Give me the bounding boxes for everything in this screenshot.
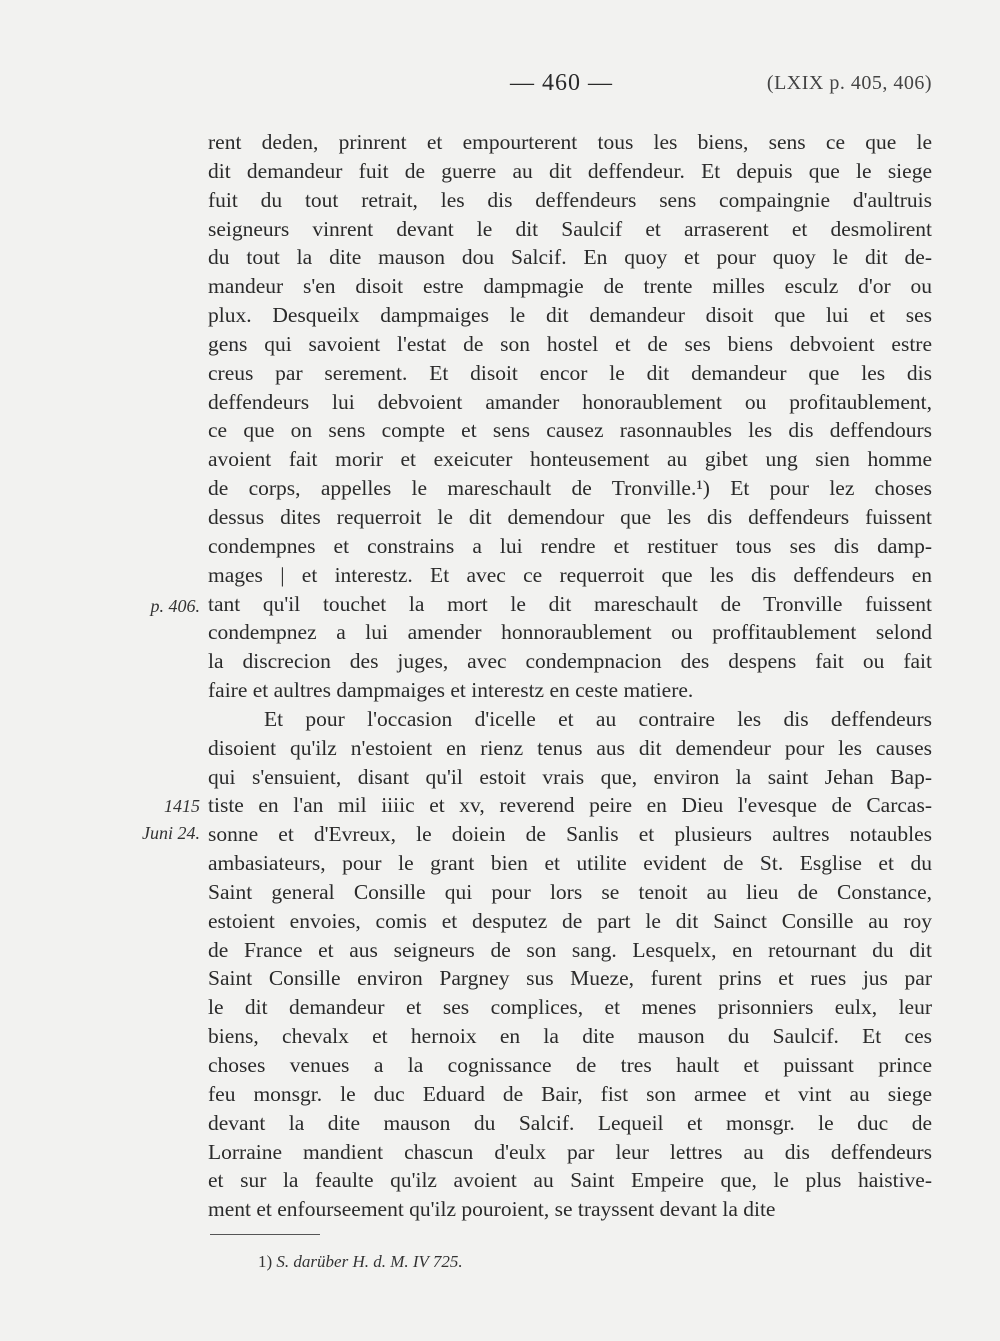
text-line: creus par serement. Et disoit encor le dit demandeur que les dis — [208, 360, 932, 385]
margin-note-page-ref: p. 406. — [150, 596, 200, 616]
text-line: ce que on sens compte et sens causez rasonnaubles les dis deffendours — [208, 418, 932, 443]
text-line: avoient fait morir et exeicuter honteusement au gibet ung sien homme — [208, 447, 932, 472]
text-line: mandeur s'en disoit estre dampmagie de trente milles esculz d'or ou — [208, 274, 932, 299]
text-line: seigneurs vinrent devant le dit Saulcif et arraserent et desmolirent — [208, 216, 932, 241]
text-line: feu monsgr. le duc Eduard de Bair, fist son armee et vint au siege — [208, 1081, 932, 1106]
text-line: fuit du tout retrait, les dis deffendeurs sens compaingnie d'aultruis — [208, 187, 932, 212]
text-line: choses venues a la cognissance de tres hault et puissant prince — [208, 1053, 932, 1077]
text-line: dessus dites requerroit le dit demendour que les dis deffendeurs fuissent — [208, 504, 932, 529]
paragraph-2 — [208, 705, 932, 1224]
page-header — [0, 70, 1000, 100]
margin-note-year: 1415 — [164, 796, 200, 816]
text-line: tiste en l'an mil iiiic et xv, reverend peire en Dieu l'evesque de Carcas- — [208, 793, 932, 818]
footnote-text: S. darüber H. d. M. IV 725. — [276, 1252, 463, 1271]
text-line: disoient qu'ilz n'estoient en rienz tenus aus dit demendeur pour les causes — [208, 735, 932, 760]
text-line: gens qui savoient l'estat de son hostel et de ses biens debvoient estre — [208, 331, 932, 356]
text-line: Et pour l'occasion d'icelle et au contraire les dis deffendeurs — [264, 706, 932, 731]
text-line: ment et enfourseement qu'ilz pouroient, se trayssent devant la dite — [208, 1197, 776, 1222]
paragraph-1 — [208, 128, 932, 705]
margin-note-date: Juni 24. — [142, 823, 200, 843]
text-line: condempnez a lui amender honnoraublement ou proffitaublement selond — [208, 620, 932, 645]
text-line: de corps, appelles le mareschault de Tronville.¹) Et pour lez choses — [208, 476, 932, 501]
text-line: plux. Desqueilx dampmaiges le dit demandeur disoit que lui et ses — [208, 303, 932, 328]
text-line: devant la dite mauson du Salcif. Lequeil et monsgr. le duc de — [208, 1110, 932, 1135]
text-line: du tout la dite mauson dou Salcif. En quoy et pour quoy le dit de- — [208, 245, 932, 270]
text-line: ambasiateurs, pour le grant bien et utilite evident de St. Esglise et du — [208, 851, 932, 876]
text-line: faire et aultres dampmaiges et interestz en ceste matiere. — [208, 678, 694, 703]
text-line: qui s'ensuient, disant qu'il estoit vrais que, environ la saint Jehan Bap- — [208, 764, 932, 789]
text-line: biens, chevalx et hernoix en la dite mauson du Saulcif. Et ces — [208, 1024, 932, 1049]
text-line: condempnes et constrains a lui rendre et restituer tous ses dis damp- — [208, 533, 932, 558]
text-line: deffendeurs lui debvoient amander honoraublement ou profitaublement, — [208, 389, 932, 414]
page-reference: (LXIX p. 405, 406) — [766, 72, 932, 94]
body-text — [208, 128, 932, 1224]
footnote — [258, 1252, 463, 1272]
text-line: la discrecion des juges, avec condempnacion des despens fait ou fait — [208, 649, 932, 674]
text-line: Lorraine mandient chascun d'eulx par leur lettres au dis deffendeurs — [208, 1139, 932, 1164]
text-line: Saint general Consille qui pour lors se tenoit au lieu de Constance, — [208, 879, 932, 904]
page-number: — 460 — — [510, 70, 613, 96]
text-line: tant qu'il touchet la mort le dit mareschault de Tronville fuissent — [208, 591, 932, 616]
text-line: de France et aus seigneurs de son sang. Lesquelx, en retournant du dit — [208, 937, 932, 962]
text-line: rent deden, prinrent et empourterent tous les biens, sens ce que le — [208, 130, 932, 154]
text-line: dit demandeur fuit de guerre au dit deffendeur. Et depuis que le siege — [208, 158, 932, 183]
text-line: estoient envoies, comis et desputez de part le dit Sainct Consille au roy — [208, 908, 932, 933]
text-line: Saint Consille environ Pargney sus Mueze, furent prins et rues jus par — [208, 966, 932, 991]
text-line: mages | et interestz. Et avec ce requerroit que les dis deffendeurs en — [208, 562, 932, 587]
text-line: sonne et d'Evreux, le doiein de Sanlis et plusieurs aultres notaubles — [208, 822, 932, 847]
footnote-rule — [210, 1234, 320, 1235]
text-line: et sur la feaulte qu'ilz avoient au Saint Empeire que, le plus haistive- — [208, 1168, 932, 1193]
footnote-marker: 1) — [258, 1252, 273, 1271]
text-line: le dit demandeur et ses complices, et menes prisonniers eulx, leur — [208, 995, 932, 1020]
